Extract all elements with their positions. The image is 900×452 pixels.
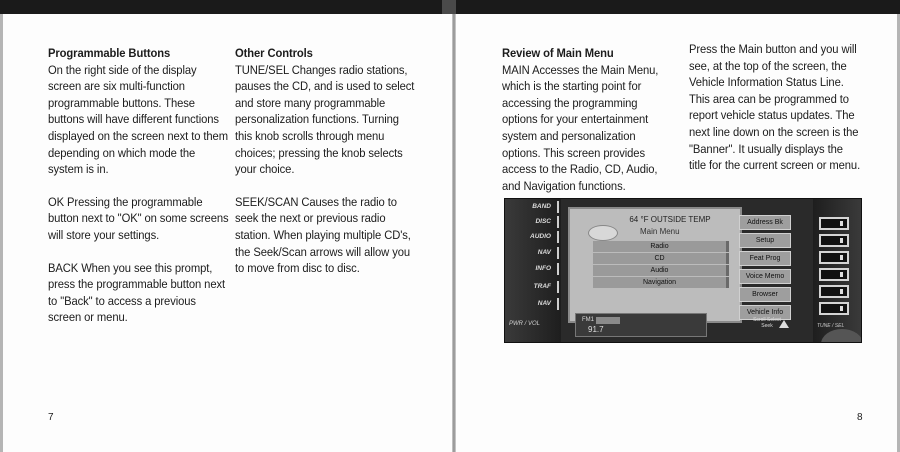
menu-item-radio: Radio [593, 241, 729, 252]
banner-explanation-column [689, 41, 862, 190]
prog-button-browser: Browser [739, 287, 791, 302]
frequency-value: 91.7 [588, 325, 604, 334]
menu-item-navigation: Navigation [593, 277, 729, 288]
band-tag [596, 317, 620, 324]
display-screen [568, 207, 742, 323]
band-button: BAND [515, 201, 559, 213]
button-indicator-icon [840, 289, 843, 294]
status-line: 64 °F OUTSIDE TEMP [629, 215, 711, 224]
review-main-menu-heading: Review of Main Menu [502, 46, 614, 60]
radio-unit-photo [504, 198, 862, 343]
scroll-arrow-icon [779, 320, 789, 328]
button-indicator-icon [840, 221, 843, 226]
traf-button: TRAF [515, 281, 559, 293]
programmable-button-column [739, 215, 791, 323]
banner-title: Main Menu [640, 227, 680, 236]
left-page [0, 14, 452, 452]
other-controls-heading: Other Controls [235, 46, 313, 60]
button-indicator-icon [840, 272, 843, 277]
prog-button-voice-memo: Voice Memo [739, 269, 791, 284]
scroll-select-label: Scroll Select Seek [753, 317, 781, 329]
side-button-4 [819, 268, 849, 281]
audio-button: AUDIO [515, 231, 559, 243]
programmable-buttons-text: On the right side of the display screen are six multi-function programmable buttons. These buttons will have different functions displayed on the screen next to them depending on which mode the system is in. [48, 62, 228, 177]
main-text: MAIN Accesses the Main Menu, which is the starting point for accessing the programming options for your entertainment system and personalization options. This screen provides access to the Radio, CD, Audio, and Navigation functions. [502, 62, 659, 193]
tune-sel-label: TUNE / SEL [817, 323, 845, 329]
side-button-3 [819, 251, 849, 264]
nav-button-2: NAV [515, 298, 559, 310]
spine-shadow [442, 0, 456, 14]
menu-item-audio: Audio [593, 265, 729, 276]
prog-button-setup: Setup [739, 233, 791, 248]
banner-explanation-text: Press the Main button and you will see, at the top of the screen, the Vehicle Information Status Line. This area can be programmed to report vehicle status updates. The next line down on the screen is the "Banner". It usually displays the title for the current screen or menu. [689, 42, 861, 173]
menu-item-cd: CD [593, 253, 729, 264]
tune-sel-text: TUNE/SEL Changes radio stations, pauses the CD, and is used to select and store many programmable personalization functions. Turning this knob scrolls through menu choices; pressing the knob selects your choice. [235, 62, 415, 177]
side-button-6 [819, 302, 849, 315]
side-button-1 [819, 217, 849, 230]
side-button-2 [819, 234, 849, 247]
button-indicator-icon [840, 238, 843, 243]
map-logo-icon [588, 225, 618, 241]
main-menu-list [593, 241, 729, 289]
nav-button: NAV [515, 247, 559, 259]
power-volume-label: PWR / VOL [509, 321, 541, 327]
button-indicator-icon [840, 306, 843, 311]
review-main-menu-column [502, 45, 669, 210]
page-number-left: 7 [48, 412, 54, 423]
page-number-right: 8 [857, 412, 863, 423]
programmable-buttons-column [48, 45, 230, 342]
frequency-display [575, 313, 707, 337]
seek-scan-text: SEEK/SCAN Causes the radio to seek the next or previous radio station. When playing multiple CD's, the Seek/Scan arrows will allow you to move from disc to disc. [235, 194, 411, 276]
band-indicator: FM1 [582, 317, 594, 323]
side-button-5 [819, 285, 849, 298]
programmable-buttons-heading: Programmable Buttons [48, 46, 171, 60]
prog-button-address-book: Address Bk [739, 215, 791, 230]
disc-button: DISC [515, 216, 559, 228]
info-button: INFO [515, 263, 559, 275]
button-indicator-icon [840, 255, 843, 260]
prog-button-vehicle-info: Vehicle Info [739, 305, 791, 320]
other-controls-column [235, 45, 414, 293]
prog-button-feat-prog: Feat Prog [739, 251, 791, 266]
ok-text: OK Pressing the programmable button next to "OK" on some screens will store your settings. [48, 194, 229, 242]
back-text: BACK When you see this prompt, press the programmable button next to "Back" to access a previous screen or menu. [48, 260, 225, 325]
